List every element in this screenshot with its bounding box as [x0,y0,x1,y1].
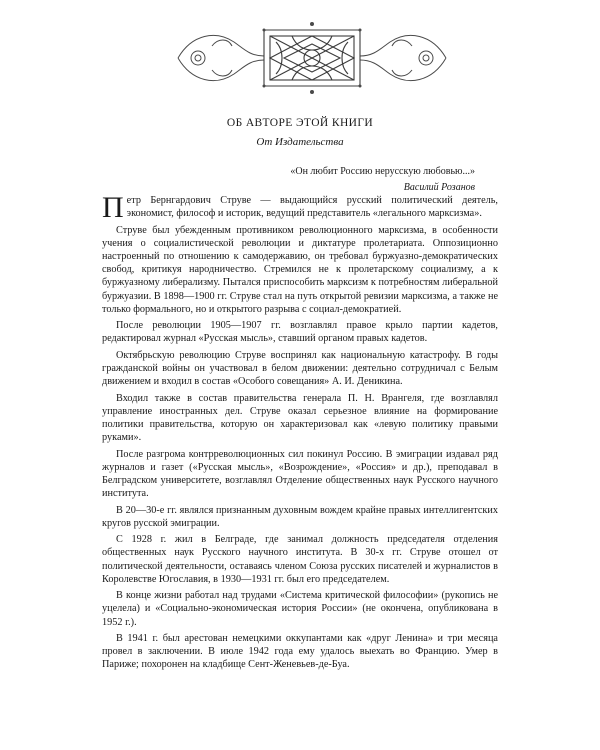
paragraph-first-text: етр Бернгардович Струве — выдающийся русский политический деятель, экономист, философ и историк, ведущий представитель «легального марксизма». [126,195,498,220]
paragraph: С 1928 г. жил в Белграде, где занимал должность председателя отделения общественных наук Русского научного института. В 30-х гг. Струве отошел от политической деятельности, оставаясь членом Союза русских писателей и журналистов в Королевстве Югославия, в 1930—1931 гг. был его председателем. [102,534,498,585]
article-body [102,191,498,675]
decorative-headpiece-ornament [172,16,452,100]
page-subheading: От Издательства [256,136,344,148]
epigraph-author: Василий Розанов [403,182,475,193]
paragraph: Струве был убежденным противником революционного марксизма, в особенности учения о социалистической революции и диктатуре пролетариата. Оппозиционно настроенный по отношению к самодержавию, он требовал буржуазно-демократических свобод, критикуя народничество. Стремился не к пролетарскому социализму, а к буржуазному либерализму. Пытался приспособить марксизм к потребностям либеральной буржуазии. В 1898—1900 гг. Струве стал на путь открытой ревизии марксизма, а также не только формального, но и открытого разрыва с социал-демократией. [102,224,498,315]
epigraph-quote: «Он любит Россию нерусскую любовью...» [290,166,475,177]
paragraph: После разгрома контрреволюционных сил покинул Россию. В эмиграции издавал ряд журналов и газет («Русская мысль», «Возрождение», «Россия» и др.), преподавал в Белградском университете, возглавлял Отделение общественных наук Русского научного института. [102,448,498,500]
paragraph: В конце жизни работал над трудами «Система критической философии» (рукопись не уцелела) и «Социально-экономическая история России» (не окончена, опубликована в 1952 г.). [102,590,498,628]
paragraph: В 1941 г. был арестован немецкими оккупантами как «друг Ленина» и три месяца провел в заключении. В июле 1942 года ему удалось выехать во Францию. Умер в Париже; похоронен на кладбище Сент-Женевьев-де-Буа. [102,632,498,671]
paragraph: Октябрьскую революцию Струве воспринял как национальную катастрофу. В годы гражданской войны он участвовал в белом движении: деятельно сотрудничал с Белым движением и входил в состав «Особого совещания» А. И. Деникина. [102,349,498,388]
paragraph: В 20—30-е гг. являлся признанным духовным вождем крайне правых интеллигентских кругов русской эмиграции. [102,504,498,529]
paragraph: После революции 1905—1907 гг. возглавлял правое крыло партии кадетов, редактировал журнал «Русская мысль», ставший органом правых кадетов. [102,320,498,345]
paragraph-first [102,191,498,224]
epigraph [215,164,475,196]
paragraph: Входил также в состав правительства генерала П. Н. Врангеля, где возглавлял управление иностранных дел. Струве оказал серьезное влияние на формирование политики правительства, которую он характеризовал как «левую политику правыми руками». [102,392,498,444]
drop-cap-letter: П [102,191,124,224]
page-heading: ОБ АВТОРЕ ЭТОЙ КНИГИ [226,117,374,129]
